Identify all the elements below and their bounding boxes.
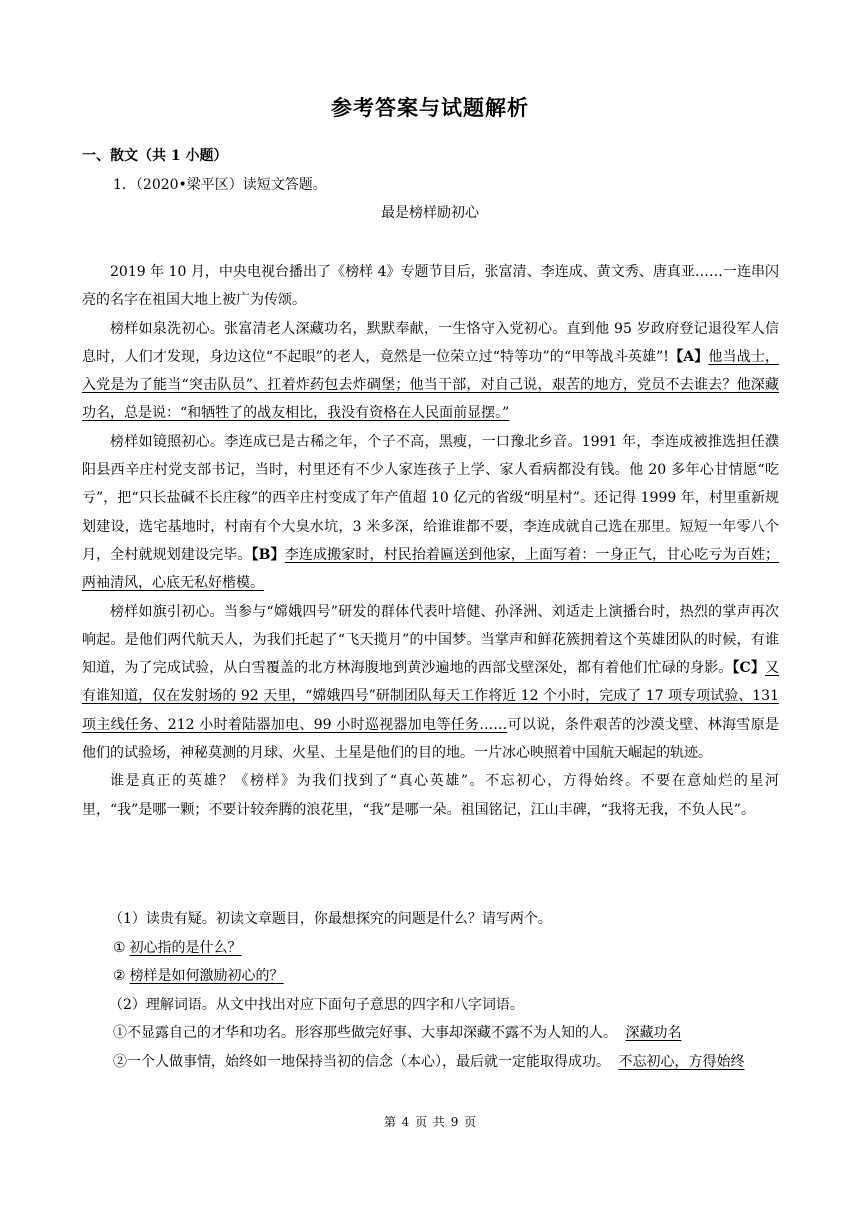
question-2-item-1 (82, 1019, 779, 1048)
paragraph-2-text: 榜样如泉洗初心。张富清老人深藏功名，默默奉献，一生恪守入党初心。直到他 95 岁政府登记退役军人信息时，人们才发现，身边这位“不起眼”的老人，竟然是一位荣立过“特等功”的“甲等战斗英雄”! (82, 320, 779, 365)
item-1-answer: 深藏功名 (625, 1025, 682, 1041)
question-header: 1．（2020•梁平区）读短文答题。 (113, 177, 327, 193)
page-title: 参考答案与试题解析 (331, 96, 529, 120)
paragraph-4 (82, 598, 779, 768)
paragraph-3 (82, 428, 779, 598)
paragraph-3-text: 榜样如镜照初心。李连成已是古稀之年，个子不高，黑瘦，一口豫北乡音。1991 年，李连成被推选担任濮阳县西辛庄村党支部书记，当时，村里还有不少人家连孩子上学、家人看病都没有钱。他 20 多年心甘情愿“吃亏”，把“只长盐碱不长庄稼”的西辛庄村变成了年产值超 10 亿元的省级“明星村”。还记得 1999 年，村里重新规划建设，选宅基地时，村南有个大臭水坑，3 米多深，给谁谁都不要，李连成就自己选在那里。短短一年零八个月，全村就规划建设完毕。 (82, 433, 779, 563)
questions (82, 905, 779, 1076)
underlined-sentence-b: 李连成搬家时，村民抬着匾送到他家，上面写着：一身正气，甘心吃亏为百姓；两袖清风，心底无私好楷模。 (82, 546, 780, 592)
question-1-prompt: （1）读贵有疑。初读文章题目，你最想探究的问题是什么？请写两个。 (109, 911, 552, 927)
item-1-text: ①不显露自己的才华和功名。形容那些做完好事、大事却深藏不露不为人知的人。 (113, 1025, 617, 1041)
question-1-answer-1 (82, 934, 779, 963)
question-1-answer-2 (82, 962, 779, 991)
paragraph-2 (82, 315, 779, 428)
paragraph-1: 2019 年 10 月，中央电视台播出了《榜样 4》专题节目后，张富清、李连成、黄文秀、唐真亚……一连串闪亮的名字在祖国大地上被广为传颂。 (82, 264, 779, 309)
underlined-sentence-a: 他当战士，入党是为了能当“突击队员”、扛着炸药包去炸碉堡；他当干部，对自己说，艰苦的地方，党员不去谁去？他深藏功名，总是说：“和牺牲了的战友相比，我没有资格在人民面前显摆。” (82, 348, 779, 422)
item-2-answer: 不忘初心，方得始终 (618, 1053, 745, 1070)
answer-2-text: 榜样是如何激励初心的？ (129, 968, 284, 984)
answer-1-text: 初心指的是什么？ (129, 939, 242, 956)
answer-2-number: ② (113, 968, 126, 984)
essay-body (82, 258, 779, 824)
marker-c: 【C】 (732, 660, 765, 677)
paragraph-4-text: 榜样如旗引初心。当参与“嫦娥四号”研发的群体代表叶培健、孙泽洲、刘适走上演播台时，热烈的掌声再次响起。是他们两代航天人，为我们托起了“飞天揽月”的中国梦。当掌声和鲜花簇拥着这个英雄团队的时候，有谁知道，为了完成试验，从白雪覆盖的北方林海腹地到黄沙遍地的西部戈壁深处，都有着他们忙碌的身影。 (82, 603, 779, 677)
section-heading: 一、散文（共 1 小题） (82, 148, 228, 164)
paragraph-5: 谁是真正的英雄？《榜样》为我们找到了“真心英雄”。不忘初心，方得始终。不要在意灿烂的星河里，“我”是哪一颗；不要计较奔腾的浪花里，“我”是哪一朵。祖国铭记，江山丰碑，“我将无我，不负人民”。 (82, 773, 779, 818)
paragraph-4-tail: 可以说，条件艰苦的沙漠戈壁、林海雪原是他们的试验场，神秘莫测的月球、火星、土星是他们的目的地。一片冰心映照着中国航天崛起的轨迹。 (82, 716, 780, 762)
essay-title: 最是榜样励初心 (381, 205, 479, 221)
page-footer: 第 4 页 共 9 页 (383, 1115, 477, 1129)
item-2-text: ②一个人做事情，始终如一地保持当初的信念（本心），最后就一定能取得成功。 (113, 1053, 610, 1070)
marker-b: 【B】 (251, 546, 285, 563)
question-2-item-2 (82, 1048, 779, 1077)
question-2-prompt: （2）理解词语。从文中找出对应下面句子意思的四字和八字词语。 (109, 996, 524, 1013)
marker-a: 【A】 (668, 348, 709, 365)
answer-1-number: ① (113, 939, 126, 956)
underlined-sentence-c: 又有谁知道，仅在发射场的 92 天里，“嫦娥四号”研制团队每天工作将近 12 个小时，完成了 17 项专项试验、131 项主线任务、212 小时着陆器加电、99 小时巡视器加电等任务…… (82, 660, 779, 733)
